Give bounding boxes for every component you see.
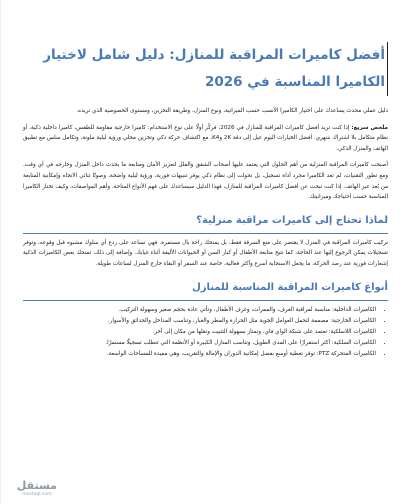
section-types-heading: أنواع كاميرات المراقبة المناسبة للمنازل [192, 281, 388, 293]
list-item: • الكاميرات السلكية: أكثر استقرارًا على المدى الطويل، وتناسب المنازل الكبيرة أو الأنظمة التي تتطلب تسجيلًا مستمرًا. [23, 338, 376, 348]
section-divider [23, 300, 388, 301]
camera-types-list [23, 305, 388, 359]
watermark-domain: mostaql.com [22, 492, 52, 497]
intro-paragraph: دليل عملي محدث يساعدك على اختيار الكاميرا الأنسب حسب الميزانية، ونوع المنزل، وطريقة التخزين، ومستوى الخصوصية الذي تريده. [76, 108, 388, 114]
document-title: أفضل كاميرات المراقبة للمنازل: دليل شامل لاختيار الكاميرا المناسبة في 2026 [23, 42, 388, 96]
summary-text: إذا كنت تريد أفضل كاميرات المراقبة للمنازل في 2026، فركّز أولًا على نوع الاستخدام: كاميرا خارجية مقاومة للطقس، كاميرا داخلية ذكية، أو نظام متكامل بلا اشتراك شهري. أفضل الخيارات اليوم عيل إلى دقة 2K وK4، مع اكتشاف حركة ذكي وتخزين محلي ورؤية ليلية ملونة، وتكامل سلس مع تطبيق الهاتف والمنزل الذكي. [23, 124, 388, 152]
list-item: • الكاميرات الداخلية: مناسبة لمراقبة الغرف، والممرات، وغرف الأطفال، وتأتي عادة بحجم صغير وسهولة التركيب. [23, 305, 376, 315]
watermark-logo [17, 479, 57, 498]
section-why-text: تركيب كاميرات المراقبة في المنزل لا يقتصر على منع السرقة فقط، بل يمنحك راحة بال مستمرة. فهي تساعد على ردع أي سلوك مشبوه قبل وقوعه، وتوفر تسجيلات يمكن الرجوع إليها عند الحاجة، كما تتيح متابعة الأطفال أو كبار السن أو الحيوانات الأليفة أثناء غيابك. وإضافة إلى ذلك، تمنحك بعض الكاميرات الذكية إشعارات فورية عند رصد الحركة، ما يجعل الاستجابة أسرع وأكثر فعالية، خاصة عند السفر أو البقاء خارج المنزل لساعات طويلة. [23, 239, 388, 267]
watermark-name: مستقل [16, 479, 57, 492]
summary-lead: ملخص سريع: [351, 124, 389, 131]
list-item: • الكاميرات الخارجية: مصممة لتحمل العوامل الجوية مثل الحرارة والمطر والغبار، وتناسب المداخل والحدائق والأسوار. [23, 316, 376, 326]
body-paragraph: أصبحت كاميرات المراقبة المنزلية من أهم الحلول التي يعتمد عليها أصحاب الشقق والفلل لتعزيز الأمان ومتابعة ما يحدث داخل المنزل وخارجه في أي وقت. ومع تطور التقنيات، لم تعد الكاميرا مجرد أداة تسجيل، بل تحولت إلى نظام ذكي يوفر تنبيهات فورية، ورؤية ليلية واضحة، وصوتًا ثنائي الاتجاه وإمكانية المتابعة من بُعد عبر الهاتف. إذا كنت تبحث عن أفضل كاميرات المراقبة للمنازل، فهذا الدليل سيساعدك على فهم الأنواع المتاحة، وأهم المواصفات، وكيف تختار الكاميرا المناسبة حسب احتياجك وميزانيتك. [23, 162, 388, 201]
list-item: • الكاميرات المتحركة PTZ: توفر تغطية أوسع بفضل إمكانية الدوران والإمالة والتقريب، وهي مفيدة للمساحات الواسعة. [23, 349, 376, 359]
section-divider [23, 233, 388, 234]
summary-paragraph [23, 123, 388, 155]
section-why-heading: لماذا تحتاج إلى كاميرات مراقبة منزلية؟ [196, 214, 388, 226]
list-item: • الكاميرات اللاسلكية: تعتمد على شبكة الواي فاي، وتمتاز بسهولة التثبيت ونقلها من مكان إلى آخر. [23, 327, 376, 337]
